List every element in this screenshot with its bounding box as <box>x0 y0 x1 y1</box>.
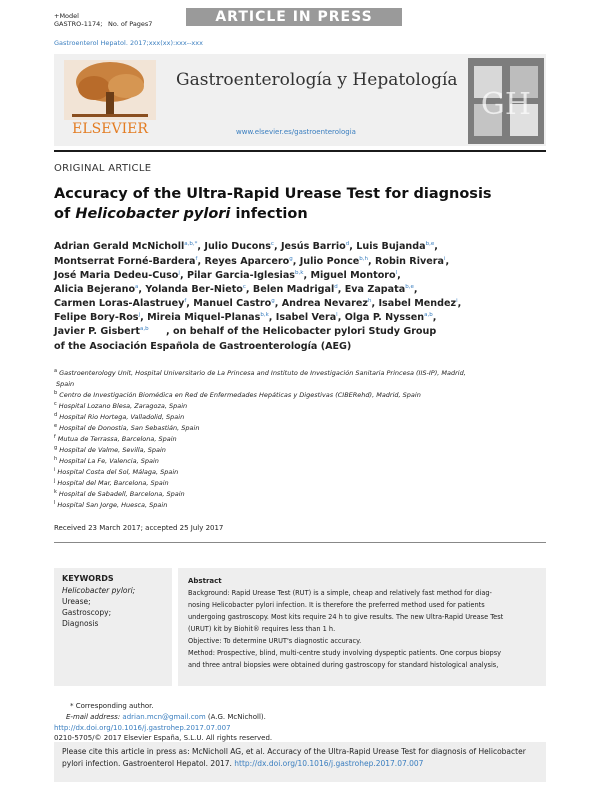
affiliation-marker[interactable]: l <box>336 312 338 318</box>
email-link[interactable]: adrian.mcn@gmail.com <box>122 713 206 721</box>
author-name: Alicia Bejerano <box>54 284 136 296</box>
elsevier-tree-logo <box>58 58 162 138</box>
elsevier-wordmark: ELSEVIER <box>72 121 148 137</box>
abstract-line: and three antral biopsies were obtained during gastroscopy for standard histological analysis, <box>188 661 499 669</box>
affiliation-text: Hospital La Fe, Valencia, Spain <box>59 457 159 466</box>
affiliation-key: l <box>54 500 56 506</box>
journal-url[interactable]: www.elsevier.es/gastroenterologia <box>236 128 356 136</box>
author-line: Adrian Gerald McNicholl$^{a,b,*}$, Julio Ducons$^c$, Jesús Barrio$^d$, Luis Bujanda$^{b,e}$, <box>54 241 438 253</box>
affiliation-key: k <box>54 489 57 495</box>
affiliation <box>54 500 167 509</box>
author-name: Felipe Bory-Ros <box>54 312 139 324</box>
author-name: Isabel Vera <box>275 312 337 324</box>
citation-line2: pylori infection. Gastroenterol Hepatol. 2017. http://dx.doi.org/10.1016/j.gastrohep.2017.07.007 <box>62 759 424 768</box>
journal-cover-thumbnail <box>468 58 544 144</box>
author-name: Andrea Nevarez <box>281 298 368 310</box>
header-rule <box>54 150 546 152</box>
author-line: Alicia Bejerano$^a$, Yolanda Ber-Nieto$^c$, Belen Madrigal$^d$, Eva Zapata$^{b,e}$, <box>54 284 418 296</box>
affiliation <box>54 401 187 410</box>
citation-line1: Please cite this article in press as: McNicholl AG, et al. Accuracy of the Ultra-Rapid Urease Test for diagnosis of Helicobacter <box>62 747 526 756</box>
keyword-item: Urease; <box>62 597 91 606</box>
affiliation-marker[interactable]: l <box>395 270 398 276</box>
affiliation-text: Gastroenterology Unit, Hospital Universitario de La Princesa and Instituto de Investigación Sanitaria Princesa (IIS-IP), Madrid, <box>59 369 466 378</box>
keyword-item: Helicobacter pylori; <box>62 586 136 595</box>
received-dates: Received 23 March 2017; accepted 25 July 2017 <box>54 524 224 532</box>
affiliation-text: Hospital Rio Hortega, Valladolid, Spain <box>59 413 185 422</box>
affiliation-marker[interactable]: i <box>456 298 458 304</box>
author-line: Montserrat Forné-Bardera$^f$, Reyes Aparcero$^g$, Julio Ponce$^{b,h}$, Robin Rivera$^i$, <box>54 256 450 268</box>
author-name: Julio Ducons <box>204 241 271 253</box>
cover-monogram: GH <box>480 87 532 122</box>
affiliation <box>54 456 159 465</box>
author-name: Javier P. Gisbert <box>54 326 140 338</box>
affiliation-marker[interactable]: c <box>270 241 274 247</box>
affiliation-marker[interactable]: b,k <box>260 312 269 318</box>
affiliation-marker[interactable]: c <box>242 284 246 290</box>
article-in-press-banner: ARTICLE IN PRESS <box>186 8 402 26</box>
affiliation-marker[interactable]: a <box>135 284 139 290</box>
author-line <box>54 326 149 337</box>
abstract-heading: Abstract <box>188 577 222 585</box>
study-group-line1: , on behalf of the Helicobacter pylori Study Group <box>166 326 437 337</box>
journal-reference[interactable]: Gastroenterol Hepatol. 2017;xxx(xx):xxx--xxx <box>54 39 203 47</box>
keyword-item: Gastroscopy; <box>62 608 112 617</box>
affiliation-marker[interactable]: f <box>184 298 187 304</box>
section-rule <box>54 542 546 543</box>
model-label: +Model <box>54 12 79 20</box>
keyword-item: Diagnosis <box>62 619 99 628</box>
keywords-title: KEYWORDS <box>62 574 114 583</box>
abstract-line: (URUT) kit by Biohit® requires less than 1 h. <box>188 625 336 633</box>
affiliation-key: e <box>54 423 58 429</box>
affiliation-text: Hospital de Donostia, San Sebastián, Spain <box>59 424 200 433</box>
copyright-line: 0210-5705/© 2017 Elsevier España, S.L.U. All rights reserved. <box>54 734 273 742</box>
affiliation-marker[interactable]: g <box>271 298 275 304</box>
affiliation-marker[interactable]: a,b <box>424 312 433 318</box>
affiliation-marker[interactable]: a,b <box>139 326 149 332</box>
email-footnote: E-mail address: adrian.mcn@gmail.com (A.G. McNicholl). <box>66 713 266 721</box>
affiliation-key: b <box>54 390 58 396</box>
author-name: José Maria Dedeu-Cuso <box>54 270 179 282</box>
author-name: Manuel Castro <box>193 298 272 310</box>
affiliation <box>54 368 466 377</box>
affiliation-key: h <box>54 456 58 462</box>
affiliation-marker[interactable]: d <box>334 284 338 290</box>
affiliation <box>54 478 169 487</box>
abstract-line: Objective: To determine URUT's diagnostic accuracy. <box>188 637 362 645</box>
author-name: Eva Zapata <box>344 284 406 296</box>
affiliation-text: Hospital del Mar, Barcelona, Spain <box>57 479 169 488</box>
affiliation-marker[interactable]: i <box>443 256 446 262</box>
affiliation-key: i <box>54 467 56 473</box>
affiliation-marker[interactable]: g <box>289 256 293 262</box>
page-count: No. of Pages7 <box>108 20 153 28</box>
doi-link[interactable]: http://dx.doi.org/10.1016/j.gastrohep.2017.07.007 <box>54 724 231 732</box>
affiliation-marker[interactable]: j <box>178 270 180 276</box>
author-name: Yolanda Ber-Nieto <box>145 284 243 296</box>
article-code: GASTRO-1174; <box>54 20 103 28</box>
affiliation-marker[interactable]: b,k <box>295 270 304 276</box>
affiliation-marker[interactable]: b,e <box>405 284 414 290</box>
affiliation-marker[interactable]: b,h <box>359 256 368 262</box>
author-name: Jesús Barrio <box>280 241 346 253</box>
affiliation <box>54 412 184 421</box>
journal-name: Gastroenterología y Hepatología <box>176 70 458 90</box>
affiliation-marker[interactable]: d <box>345 241 350 247</box>
author-name: Miguel Montoro <box>310 270 396 282</box>
affiliation <box>54 390 421 399</box>
affiliation-key: j <box>54 478 56 484</box>
author-line: Felipe Bory-Ros$^j$, Mireia Miquel-Planas$^{b,k}$, Isabel Vera$^l$, Olga P. Nyssen$^{a,b}$, <box>54 312 437 324</box>
affiliation-marker[interactable]: j <box>138 312 141 318</box>
affiliation <box>54 489 185 498</box>
abstract-line: Background: Rapid Urease Test (RUT) is a simple, cheap and relatively fast method for diag- <box>188 589 492 597</box>
affiliation-text: Centro de Investigación Biomédica en Red de Enfermedades Hepáticas y Digestivas (CIBERehd), Madrid, Spain <box>59 391 421 400</box>
author-line: Carmen Loras-Alastruey$^f$, Manuel Castro$^g$, Andrea Nevarez$^h$, Isabel Mendez$^i$, <box>54 298 462 310</box>
affiliation-text: Hospital de Valme, Sevilla, Spain <box>59 446 166 455</box>
affiliation-text: Hospital Costa del Sol, Málaga, Spain <box>57 468 179 477</box>
corresponding-author-note: * Corresponding author. <box>70 702 154 710</box>
affiliation-key: g <box>54 445 58 451</box>
author-name: Carmen Loras-Alastruey <box>54 298 185 310</box>
species-name: Helicobacter pylori <box>75 206 231 222</box>
study-group-line2: of the Asociación Española de Gastroenterología (AEG) <box>54 341 352 352</box>
affiliation-text: Hospital de Sabadell, Barcelona, Spain <box>58 490 185 499</box>
affiliation-text: Mutua de Terrassa, Barcelona, Spain <box>57 435 177 444</box>
affiliation <box>54 434 177 443</box>
abstract-line: undergoing gastroscopy. Most kits require 24 h to give results. The new Ultra-Rapid Urease Test <box>188 613 504 621</box>
author-name: Julio Ponce <box>299 256 360 268</box>
author-name: Mireia Miquel-Planas <box>147 312 261 324</box>
article-title-line2: of Helicobacter pylori infection <box>54 206 308 222</box>
affiliation <box>54 379 74 388</box>
affiliation-text: Hospital San Jorge, Huesca, Spain <box>57 501 168 510</box>
author-name: Isabel Mendez <box>378 298 457 310</box>
affiliation-marker[interactable]: a,b,* <box>184 241 198 247</box>
affiliation-key: a <box>54 368 58 374</box>
affiliation <box>54 467 178 476</box>
affiliation <box>54 423 199 432</box>
author-name: Adrian Gerald McNicholl <box>54 241 185 253</box>
affiliation-key: c <box>54 401 57 407</box>
author-name: Luis Bujanda <box>356 241 426 253</box>
article-title-line1: Accuracy of the Ultra-Rapid Urease Test for diagnosis <box>54 186 492 202</box>
abstract-line: Method: Prospective, blind, multi-centre study involving dyspeptic patients. One corpus biopsy <box>188 649 502 657</box>
author-name: Olga P. Nyssen <box>344 312 425 324</box>
author-name: Belen Madrigal <box>252 284 335 296</box>
author-line: José Maria Dedeu-Cuso$^j$, Pilar Garcia-Iglesias$^{b,k}$, Miguel Montoro$^l$, <box>54 270 401 282</box>
affiliation <box>54 445 166 454</box>
affiliation-text: Hospital Lozano Blesa, Zaragoza, Spain <box>58 402 188 411</box>
affiliation-key: f <box>54 434 56 440</box>
affiliation-marker[interactable]: b,e <box>425 241 435 247</box>
affiliation-marker[interactable]: h <box>367 298 372 304</box>
author-name: Robin Rivera <box>375 256 444 268</box>
article-type: ORIGINAL ARTICLE <box>54 163 152 174</box>
affiliation-text: Spain <box>56 380 75 389</box>
abstract-line: nosing Helicobacter pylori infection. It is therefore the preferred method used for patients <box>188 601 485 609</box>
affiliation-marker[interactable]: f <box>195 256 198 262</box>
affiliation-key: d <box>54 412 58 418</box>
author-name: Pilar Garcia-Iglesias <box>186 270 296 282</box>
citation-doi-link[interactable]: http://dx.doi.org/10.1016/j.gastrohep.2017.07.007 <box>234 759 424 768</box>
author-name: Reyes Aparcero <box>204 256 290 268</box>
author-name: Montserrat Forné-Bardera <box>54 256 196 268</box>
